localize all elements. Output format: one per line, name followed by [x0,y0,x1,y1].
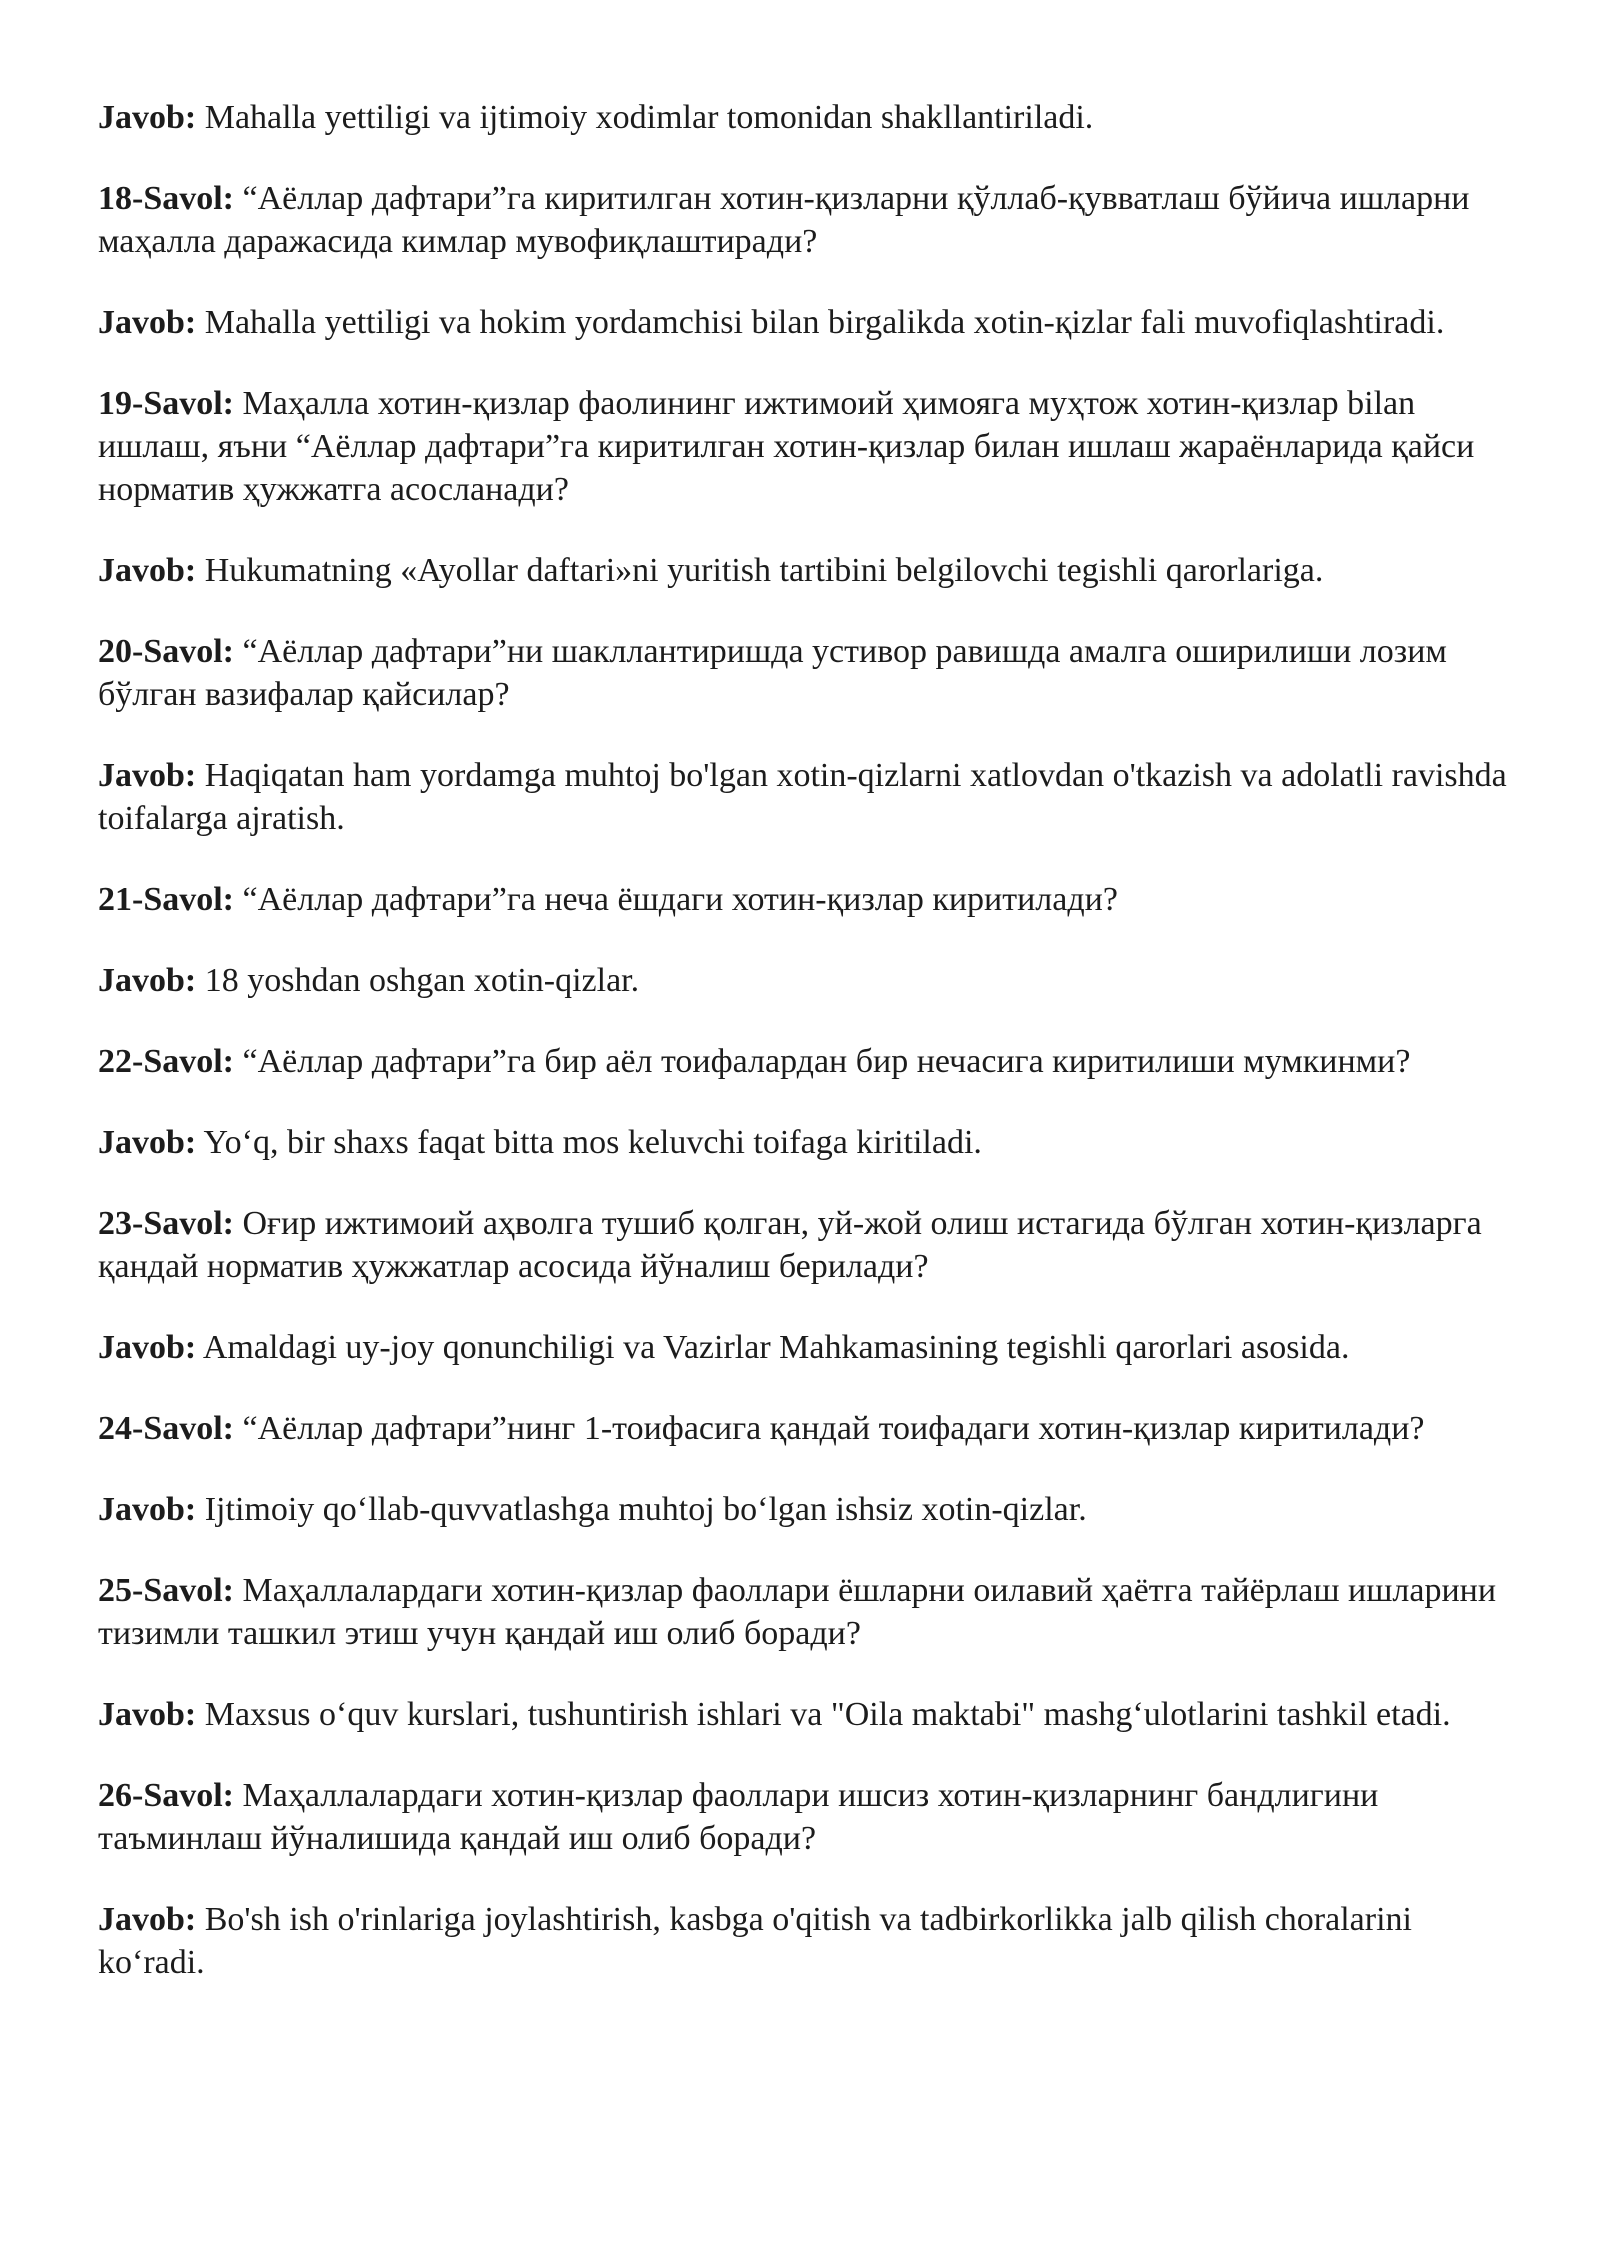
question-text: Маҳаллалардаги хотин-қизлар фаоллари ишсиз хотин-қизларнинг бандлигини таъминлаш йўналишида қандай иш олиб боради? [98,1777,1379,1857]
answer-paragraph [98,1326,1518,1369]
document-page [98,96,1518,2022]
question-paragraph [98,1774,1518,1860]
question-label: 22-Savol: [98,1043,234,1080]
question-paragraph [98,1040,1518,1083]
answer-paragraph [98,96,1518,139]
answer-paragraph [98,754,1518,840]
question-text: “Аёллар дафтари”нинг 1-тоифасига қандай тоифадаги хотин-қизлар киритилади? [234,1410,1425,1447]
answer-text: Hukumatning «Ayollar daftari»ni yuritish tartibini belgilovchi tegishli qarorlariga. [196,552,1324,589]
answer-text: Amaldagi uy-joy qonunchiligi va Vazirlar Mahkamasining tegishli qarorlari asosida. [196,1329,1350,1366]
answer-text: Mahalla yettiligi va hokim yordamchisi bilan birgalikda xotin-қizlar fali muvofiqlashtiradi. [196,304,1445,341]
question-text: “Аёллар дафтари”га киритилган хотин-қизларни қўллаб-қувватлаш бўйича ишларни маҳалла даражасида кимлар мувофиқлаштиради? [98,180,1470,260]
question-label: 25-Savol: [98,1572,234,1609]
answer-paragraph [98,959,1518,1002]
question-label: 19-Savol: [98,385,234,422]
question-paragraph [98,1569,1518,1655]
answer-paragraph [98,1121,1518,1164]
answer-label: Javob: [98,552,197,589]
question-paragraph [98,1407,1518,1450]
question-text: “Аёллар дафтари”га бир аёл тоифалардан бир нечасига киритилиши мумкинми? [234,1043,1411,1080]
answer-text: Yo‘q, bir shaxs faqat bitta mos keluvchi toifaga kiritiladi. [196,1124,982,1161]
question-paragraph [98,177,1518,263]
question-text: “Аёллар дафтари”га неча ёшдаги хотин-қизлар киритилади? [234,881,1118,918]
answer-paragraph [98,549,1518,592]
question-text: Оғир ижтимоий аҳволга тушиб қолган, уй-жой олиш истагида бўлган хотин-қизларга қандай норматив ҳужжатлар асосида йўналиш берилади? [98,1205,1482,1285]
answer-paragraph [98,1898,1518,1984]
question-text: Маҳаллалардаги хотин-қизлар фаоллари ёшларни оилавий ҳаётга тайёрлаш ишларини тизимли ташкил этиш учун қандай иш олиб боради? [98,1572,1497,1652]
answer-paragraph [98,301,1518,344]
answer-text: Ijtimoiy qo‘llab-quvvatlashga muhtoj bo‘lgan ishsiz xotin-qizlar. [196,1491,1087,1528]
answer-label: Javob: [98,1901,197,1938]
answer-text: Bo'sh ish o'rinlariga joylashtirish, kasbga o'qitish va tadbirkorlikka jalb qilish choralarini ko‘radi. [98,1901,1412,1981]
answer-label: Javob: [98,1329,197,1366]
answer-label: Javob: [98,99,197,136]
answer-label: Javob: [98,1696,197,1733]
answer-label: Javob: [98,1124,197,1161]
question-label: 26-Savol: [98,1777,234,1814]
question-label: 20-Savol: [98,633,234,670]
answer-label: Javob: [98,757,197,794]
answer-text: 18 yoshdan oshgan xotin-qizlar. [196,962,640,999]
answer-label: Javob: [98,304,197,341]
question-text: Маҳалла хотин-қизлар фаолининг ижтимоий ҳимояга муҳтож хотин-қизлар bilan ишлаш, яъни “Аёллар дафтари”га киритилган хотин-қизлар билан ишлаш жараёнларида қайси норматив ҳужжатга асосланади? [98,385,1475,508]
answer-label: Javob: [98,962,197,999]
answer-paragraph [98,1693,1518,1736]
answer-paragraph [98,1488,1518,1531]
answer-text: Maxsus o‘quv kurslari, tushuntirish ishlari va "Oila maktabi" mashg‘ulotlarini tashkil etadi. [196,1696,1451,1733]
question-label: 23-Savol: [98,1205,234,1242]
answer-text: Mahalla yettiligi va ijtimoiy xodimlar tomonidan shakllantiriladi. [196,99,1094,136]
answer-label: Javob: [98,1491,197,1528]
question-paragraph [98,382,1518,511]
question-label: 18-Savol: [98,180,234,217]
question-paragraph [98,1202,1518,1288]
question-paragraph [98,878,1518,921]
answer-text: Haqiqatan ham yordamga muhtoj bo'lgan xotin-qizlarni xatlovdan o'tkazish va adolatli ravishda toifalarga ajratish. [98,757,1507,837]
question-label: 24-Savol: [98,1410,234,1447]
question-text: “Аёллар дафтари”ни шакллантиришда устивор равишда амалга оширилиши лозим бўлган вазифалар қайсилар? [98,633,1447,713]
question-label: 21-Savol: [98,881,234,918]
question-paragraph [98,630,1518,716]
